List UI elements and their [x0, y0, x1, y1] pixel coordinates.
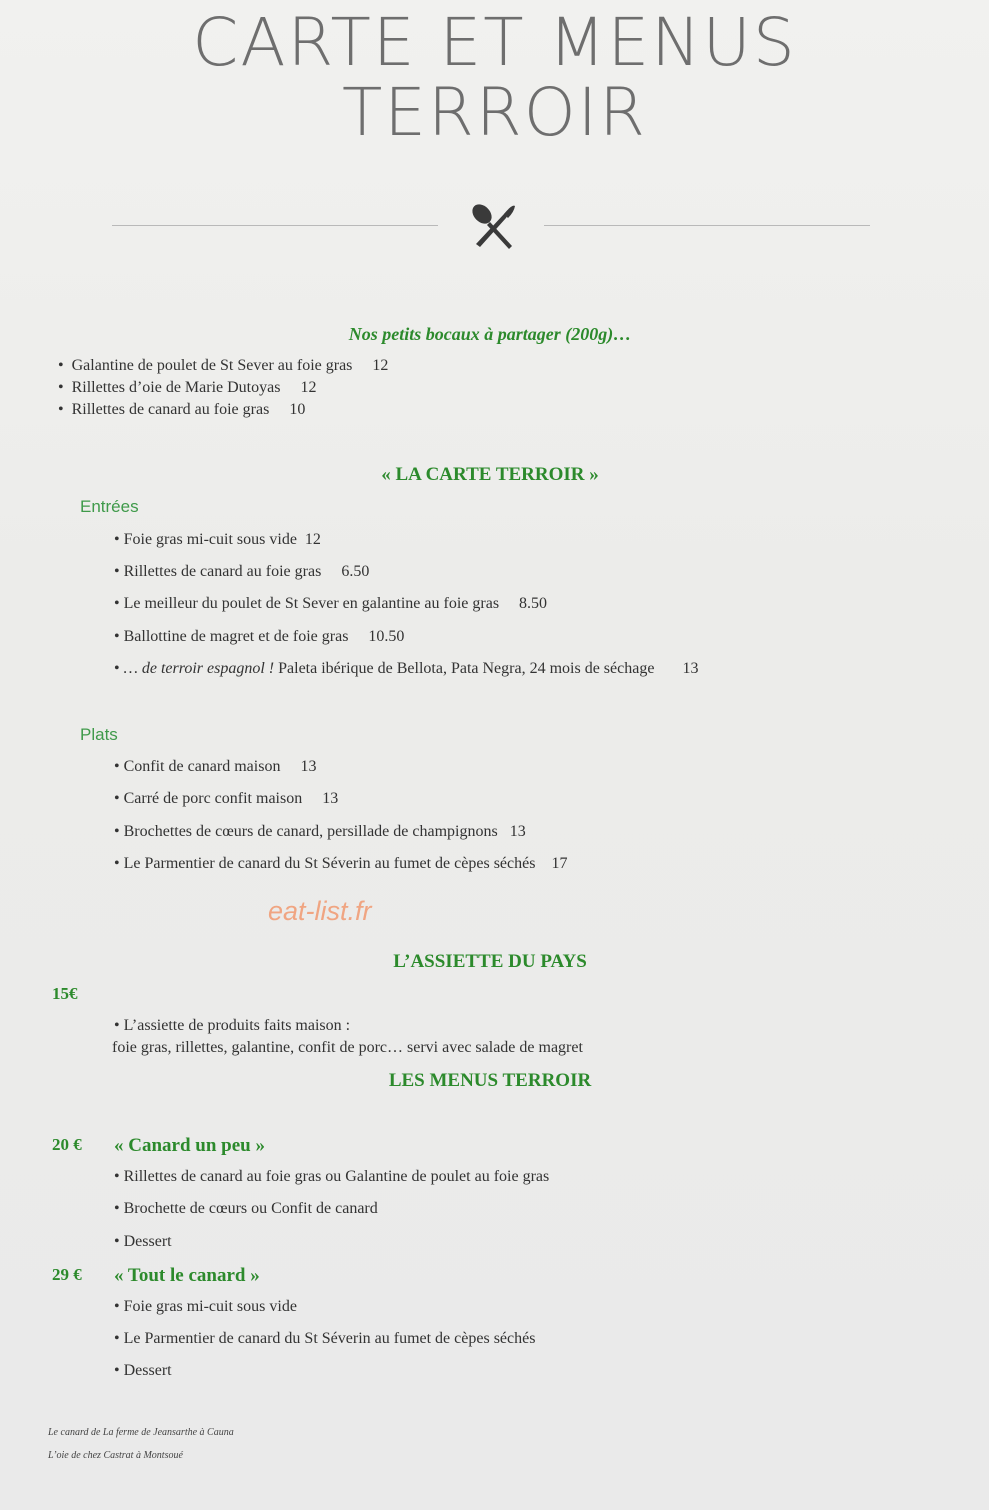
page-title-line1: CARTE ET MENUS	[192, 4, 797, 81]
carte-title: « LA CARTE TERROIR »	[381, 464, 599, 485]
list-item: • Galantine de poulet de St Sever au foie gras 12	[58, 357, 389, 374]
menus-title: LES MENUS TERROIR	[388, 1070, 592, 1091]
assiette-line2: foie gras, rillettes, galantine, confit de porc… servi avec salade de magret	[112, 1039, 583, 1056]
list-item: • Foie gras mi-cuit sous vide	[114, 1298, 297, 1315]
list-item: • Dessert	[114, 1233, 172, 1250]
list-item: • Foie gras mi-cuit sous vide 12	[114, 531, 321, 548]
page-title-line2: TERROIR	[341, 74, 647, 151]
menu1-price: 20 €	[52, 1135, 82, 1154]
list-item: • Carré de porc confit maison 13	[114, 790, 339, 807]
list-item: • Le meilleur du poulet de St Sever en galantine au foie gras 8.50	[114, 595, 548, 612]
list-item: • Rillettes de canard au foie gras 6.50	[114, 563, 370, 580]
divider-left	[112, 225, 438, 226]
fork-knife-icon	[468, 200, 522, 254]
list-item: • Brochettes de cœurs de canard, persillade de champignons 13	[114, 823, 526, 840]
watermark: eat-list.fr	[268, 896, 372, 926]
menu1-name: « Canard un peu »	[114, 1135, 265, 1156]
assiette-line1: • L’assiette de produits faits maison :	[114, 1017, 351, 1034]
list-item: • Confit de canard maison 13	[114, 758, 317, 775]
entrees-title: Entrées	[80, 497, 139, 516]
list-item: • Dessert	[114, 1362, 172, 1379]
list-item: • Rillettes d’oie de Marie Dutoyas 12	[58, 379, 317, 396]
divider-right	[544, 225, 870, 226]
list-item: • Le Parmentier de canard du St Séverin au fumet de cèpes séchés	[114, 1330, 536, 1347]
assiette-price: 15€	[52, 984, 78, 1003]
plats-title: Plats	[80, 725, 118, 744]
bocaux-title: Nos petits bocaux à partager (200g)…	[348, 324, 632, 344]
list-item: • Rillettes de canard au foie gras 10	[58, 401, 306, 418]
list-item: • Le Parmentier de canard du St Séverin au fumet de cèpes séchés 17	[114, 855, 568, 872]
menu2-price: 29 €	[52, 1265, 82, 1284]
footer-line2: L’oie de chez Castrat à Montsoué	[48, 1450, 183, 1461]
assiette-title: L’ASSIETTE DU PAYS	[393, 951, 587, 972]
list-item: • Rillettes de canard au foie gras ou Galantine de poulet au foie gras	[114, 1168, 550, 1185]
list-item: • … de terroir espagnol ! Paleta ibérique de Bellota, Pata Negra, 24 mois de séchage 13	[114, 660, 699, 677]
footer-line1: Le canard de La ferme de Jeansarthe à Cauna	[48, 1427, 234, 1438]
list-item: • Ballottine de magret et de foie gras 10.50	[114, 628, 405, 645]
list-item: • Brochette de cœurs ou Confit de canard	[114, 1200, 378, 1217]
menu2-name: « Tout le canard »	[114, 1265, 260, 1286]
